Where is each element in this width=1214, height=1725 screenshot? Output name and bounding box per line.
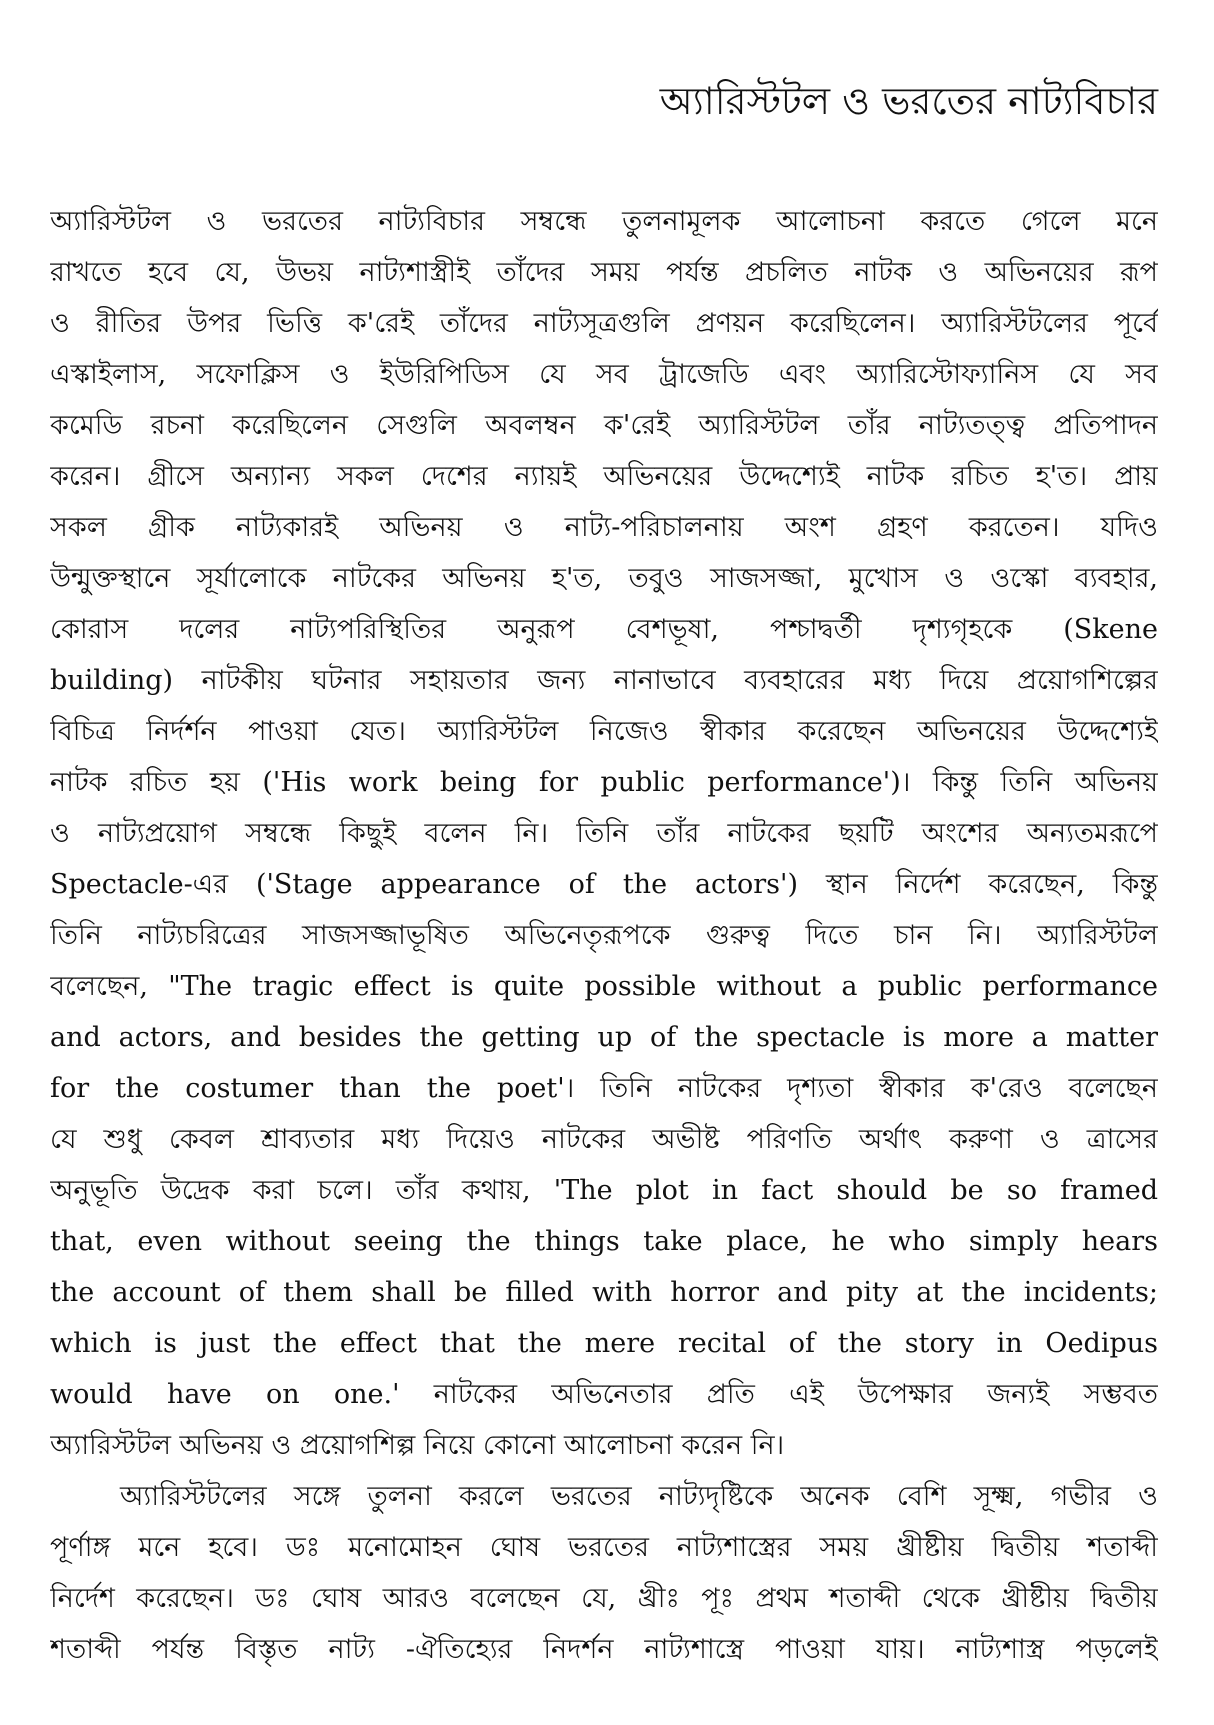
text-line: ও রীতির উপর ভিত্তি ক'রেই তাঁদের নাট্যসূত্রগুলি প্রণয়ন করেছিলেন। অ্যারিস্টটলের পূর্বে <box>50 308 1158 339</box>
text-line: অনুভূতি উদ্রেক করা চলে। তাঁর কথায়, 'The plot in fact should be so framed <box>50 1175 1158 1206</box>
text-line: উন্মুক্তস্থানে সূর্যালোকে নাটকের অভিনয় হ'ত, তবুও সাজসজ্জা, মুখোস ও ওস্কো ব্যবহার, <box>50 563 1158 594</box>
text-line: কমেডি রচনা করেছিলেন সেগুলি অবলম্বন ক'রেই অ্যারিস্টটল তাঁর নাট্যতত্ত্ব প্রতিপাদন <box>50 410 1158 441</box>
text-line: বলেছেন, "The tragic effect is quite possible without a public performance <box>50 971 1158 1002</box>
text-line: কোরাস দলের নাট্যপরিস্থিতির অনুরূপ বেশভূষা, পশ্চাদ্বর্তী দৃশ্যগৃহকে (Skene <box>50 614 1158 645</box>
page-title: অ্যারিস্টটল ও ভরতের নাট্যবিচার <box>659 79 1158 123</box>
text-line: অ্যারিস্টটল ও ভরতের নাট্যবিচার সম্বন্ধে তুলনামূলক আলোচনা করতে গেলে মনে <box>50 206 1158 237</box>
text-line: building) নাটকীয় ঘটনার সহায়তার জন্য নানাভাবে ব্যবহারের মধ্য দিয়ে প্রয়োগশিল্পের <box>50 665 1158 696</box>
text-line: which is just the effect that the mere recital of the story in Oedipus <box>50 1328 1158 1359</box>
text-line: and actors, and besides the getting up of the spectacle is more a matter <box>50 1022 1158 1053</box>
text-line: পূর্ণাঙ্গ মনে হবে। ডঃ মনোমোহন ঘোষ ভরতের নাট্যশাস্ত্রের সময় খ্রীষ্টীয় দ্বিতীয় শতাব্দী <box>50 1532 1158 1563</box>
body-text <box>50 196 1158 1675</box>
text-line: নির্দেশ করেছেন। ডঃ ঘোষ আরও বলেছেন যে, খ্রীঃ পূঃ প্রথম শতাব্দী থেকে খ্রীষ্টীয় দ্বিতীয় <box>50 1583 1158 1614</box>
text-line: যে শুধু কেবল শ্রাব্যতার মধ্য দিয়েও নাটকের অভীষ্ট পরিণতি অর্থাৎ করুণা ও ত্রাসের <box>50 1124 1158 1155</box>
text-line: for the costumer than the poet'। তিনি নাটকের দৃশ্যতা স্বীকার ক'রেও বলেছেন <box>50 1073 1158 1104</box>
text-line: এস্কাইলাস, সফোক্লিস ও ইউরিপিডিস যে সব ট্রাজেডি এবং অ্যারিস্টোফ্যানিস যে সব <box>50 359 1158 390</box>
text-line: অ্যারিস্টটলের সঙ্গে তুলনা করলে ভরতের নাট্যদৃষ্টিকে অনেক বেশি সূক্ষ্ম, গভীর ও <box>120 1481 1158 1512</box>
text-line: শতাব্দী পর্যন্ত বিস্তৃত নাট্য -ঐতিহ্যের নিদর্শন নাট্যশাস্ত্রে পাওয়া যায়। নাট্যশাস্ত্র পড়লেই <box>50 1634 1158 1665</box>
text-line: Spectacle-এর ('Stage appearance of the actors') স্থান নির্দেশ করেছেন, কিন্তু <box>50 869 1158 900</box>
text-line: বিচিত্র নির্দর্শন পাওয়া যেত। অ্যারিস্টটল নিজেও স্বীকার করেছেন অভিনয়ের উদ্দেশ্যেই <box>50 716 1158 747</box>
text-line: the account of them shall be filled with horror and pity at the incidents; <box>50 1277 1158 1308</box>
text-line: অ্যারিস্টটল অভিনয় ও প্রয়োগশিল্প নিয়ে কোনো আলোচনা করেন নি। <box>50 1430 785 1461</box>
text-line: রাখতে হবে যে, উভয় নাট্যশাস্ত্রীই তাঁদের সময় পর্যন্ত প্রচলিত নাটক ও অভিনয়ের রূপ <box>50 257 1158 288</box>
text-line: that, even without seeing the things take place, he who simply hears <box>50 1226 1158 1257</box>
text-line: তিনি নাট্যচরিত্রের সাজসজ্জাভূষিত অভিনেতৃরূপকে গুরুত্ব দিতে চান নি। অ্যারিস্টটল <box>50 920 1158 951</box>
text-line: ও নাট্যপ্রয়োগ সম্বন্ধে কিছুই বলেন নি। তিনি তাঁর নাটকের ছয়টি অংশের অন্যতমরূপে <box>50 818 1158 849</box>
text-line: would have on one.' নাটকের অভিনেতার প্রতি এই উপেক্ষার জন্যই সম্ভবত <box>50 1379 1158 1410</box>
text-line: সকল গ্রীক নাট্যকারই অভিনয় ও নাট্য-পরিচালনায় অংশ গ্রহণ করতেন। যদিও <box>50 512 1158 543</box>
text-line: নাটক রচিত হয় ('His work being for public performance')। কিন্তু তিনি অভিনয় <box>50 767 1158 798</box>
text-line: করেন। গ্রীসে অন্যান্য সকল দেশের ন্যায়ই অভিনয়ের উদ্দেশ্যেই নাটক রচিত হ'ত। প্রায় <box>50 461 1158 492</box>
